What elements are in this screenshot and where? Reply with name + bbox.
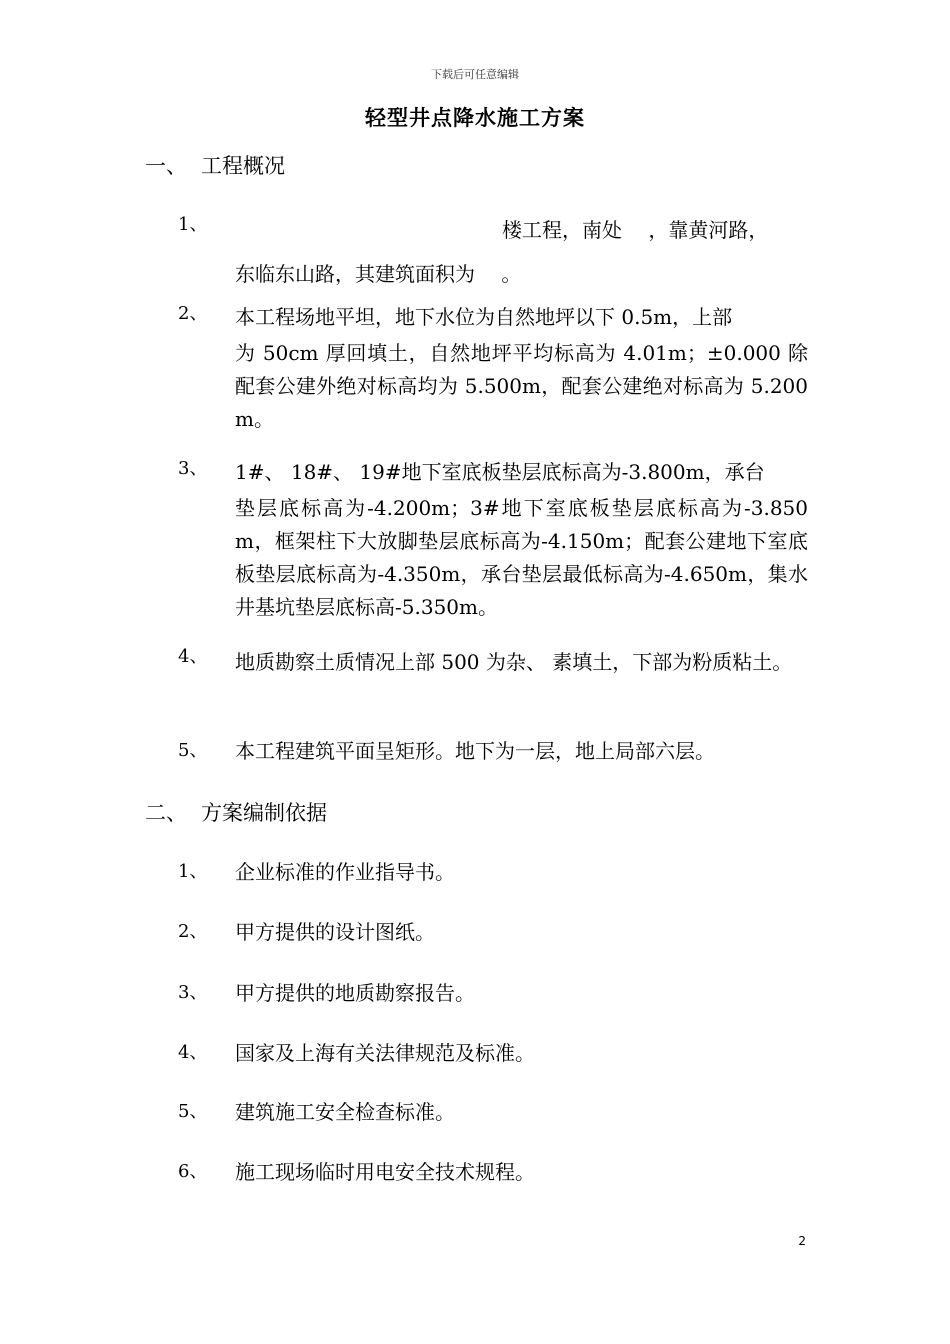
list-item (178, 1095, 818, 1129)
list-item (178, 452, 818, 624)
item-text-line: 1#、 18#、 19#地下室底板垫层底标高为-3.800m，承台 (235, 460, 765, 484)
item-text-line: 楼工程，南处 ，靠黄河路， (502, 218, 769, 242)
item-number: 3、 (178, 458, 208, 479)
list-item (178, 1155, 818, 1189)
list-item (178, 640, 818, 684)
list-item (178, 734, 818, 768)
item-text: 施工现场临时用电安全技术规程。 (235, 1160, 535, 1184)
item-text-line: 东临东山路，其建筑面积为 。 (235, 262, 522, 286)
item-text-paragraph: 垫层底标高为-4.200m；3#地下室底板垫层底标高为-3.850m，框架柱下大放脚垫层底标高为-4.150m；配套公建地下室底板垫层底标高为-4.350m，承台垫层最低标高为-4.650m，集水井基坑垫层底标高-5.350m。 (235, 496, 808, 619)
list-item (178, 297, 818, 436)
section-title: 方案编制依据 (201, 801, 327, 825)
item-text: 甲方提供的地质勘察报告。 (235, 981, 475, 1005)
item-number: 4、 (178, 646, 208, 667)
document-title: 轻型井点降水施工方案 (365, 106, 585, 130)
list-item (178, 855, 818, 889)
item-text: 甲方提供的设计图纸。 (235, 920, 435, 944)
item-text-line: 本工程场地平坦，地下水位为自然地坪以下 0.5m，上部 (235, 305, 733, 329)
page-number: 2 (798, 1234, 806, 1248)
item-number: 6、 (178, 1161, 208, 1182)
section-title: 工程概况 (201, 154, 285, 178)
section-number: 二、 (145, 801, 187, 825)
list-item (178, 976, 818, 1010)
list-item (178, 208, 818, 296)
section-heading-basis (145, 797, 327, 827)
item-number: 3、 (178, 982, 208, 1003)
item-number: 4、 (178, 1042, 208, 1063)
item-number: 5、 (178, 1101, 208, 1122)
item-number: 2、 (178, 303, 208, 324)
list-item (178, 1036, 818, 1070)
item-text: 建筑施工安全检查标准。 (235, 1100, 455, 1124)
header-note: 下载后可任意编辑 (431, 68, 519, 81)
item-text: 企业标准的作业指导书。 (235, 860, 455, 884)
item-text: 地质勘察土质情况上部 500 为杂、 素填土，下部为粉质粘土。 (235, 650, 793, 674)
item-text: 国家及上海有关法律规范及标准。 (235, 1041, 535, 1065)
item-number: 2、 (178, 921, 208, 942)
section-number: 一、 (145, 154, 187, 178)
section-heading-overview (145, 150, 285, 180)
item-text-paragraph: 为 50cm 厚回填土，自然地坪平均标高为 4.01m；±0.000 除配套公建外绝对标高均为 5.500m，配套公建绝对标高为 5.200m。 (235, 341, 808, 431)
item-number: 1、 (178, 861, 208, 882)
item-number: 5、 (178, 740, 208, 761)
list-item (178, 915, 818, 949)
item-number: 1、 (178, 214, 208, 235)
item-text: 本工程建筑平面呈矩形。地下为一层，地上局部六层。 (235, 739, 715, 763)
